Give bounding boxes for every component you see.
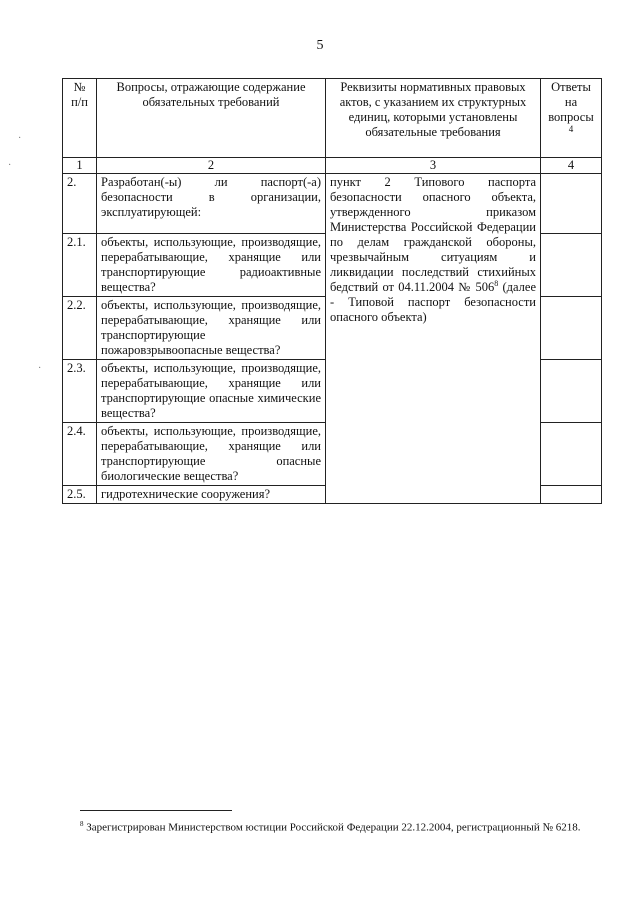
column-index: 2 — [97, 158, 326, 174]
answer-cell[interactable] — [541, 423, 602, 486]
column-index: 3 — [326, 158, 541, 174]
header-answers-overlap-digit: 4 — [568, 124, 574, 134]
margin-mark: · — [18, 133, 22, 144]
row-number: 2.2. — [63, 297, 97, 360]
row-question: объекты, использующие, производящие, перерабатывающие, хранящие или транспортирующие опасные химические вещества? — [97, 360, 326, 423]
legal-reference-text: пункт 2 Типового паспорта безопасности опасного объекта, утвержденного приказом Министерства Российской Федерации по делам гражданской обороны, чрезвычайным ситуациям и ликвидации последствий стихийных бедствий от 04.11.2004 № 506 — [330, 175, 536, 294]
row-question: объекты, использующие, производящие, перерабатывающие, хранящие или транспортирующие радиоактивные вещества? — [97, 234, 326, 297]
row-number: 2.3. — [63, 360, 97, 423]
footnote-text: Зарегистрирован Министерством юстиции Российской Федерации 22.12.2004, регистрационный № 6218. — [83, 821, 581, 834]
requirements-table — [62, 78, 602, 504]
page-number: 5 — [316, 38, 324, 53]
margin-mark: · — [38, 363, 42, 374]
header-questions: Вопросы, отражающие содержание обязательных требований — [97, 79, 326, 158]
answer-cell[interactable] — [541, 297, 602, 360]
row-number: 2. — [63, 174, 97, 234]
row-number: 2.5. — [63, 486, 97, 504]
answer-cell[interactable] — [541, 486, 602, 504]
column-index-row — [63, 158, 602, 174]
row-question: гидротехнические сооружения? — [97, 486, 326, 504]
footnote-separator — [80, 810, 232, 811]
answer-cell[interactable] — [541, 360, 602, 423]
footnote-reference: 8 — [494, 278, 499, 288]
header-answers-label: Ответы на вопросы — [548, 80, 594, 124]
header-legal-acts: Реквизиты нормативных правовых актов, с указанием их структурных единиц, которыми установлены обязательные требования — [326, 79, 541, 158]
column-index: 4 — [541, 158, 602, 174]
legal-reference-cell — [326, 174, 541, 504]
answer-cell[interactable] — [541, 174, 602, 234]
header-number: № п/п — [63, 79, 97, 158]
header-answers — [541, 79, 602, 158]
table-header-row — [63, 79, 602, 158]
row-question: объекты, использующие, производящие, перерабатывающие, хранящие или транспортирующие пожаровзрывоопасные вещества? — [97, 297, 326, 360]
row-number: 2.1. — [63, 234, 97, 297]
row-question: Разработан(-ы) ли паспорт(-а) безопасности в организации, эксплуатирующей: — [97, 174, 326, 234]
footnote — [80, 820, 580, 834]
row-question: объекты, использующие, производящие, перерабатывающие, хранящие или транспортирующие опасные биологические вещества? — [97, 423, 326, 486]
margin-mark: · — [8, 160, 12, 171]
answer-cell[interactable] — [541, 234, 602, 297]
legal-reference-text-continued: (далее - Типовой паспорт безопасности опасного объекта) — [330, 280, 536, 324]
column-index: 1 — [63, 158, 97, 174]
row-number: 2.4. — [63, 423, 97, 486]
table-row — [63, 174, 602, 234]
footnote-marker: 8 — [80, 820, 84, 828]
